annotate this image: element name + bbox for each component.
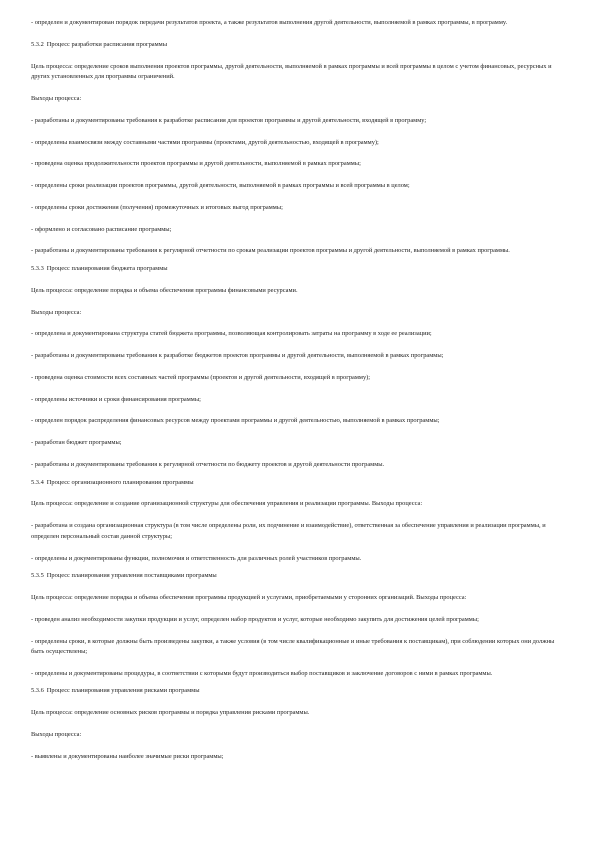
paragraph: Цель процесса: определение и создание организационной структуры для обеспечения управления и реализации программы. Выходы процесса: [31,500,423,508]
document-page [31,18,563,774]
section-title: Процесс планирования управления поставщиками программы [46,572,217,580]
paragraph: - определен порядок распределения финансовых ресурсов между проектами программы и другой деятельностью, выполняемой в рамках программы; [31,417,440,425]
paragraph: - разработаны и документированы требования к регулярной отчетности по бюджету проектов и другой деятельности программы. [31,461,385,469]
paragraph: - оформлено и согласовано расписание программы; [31,225,172,233]
paragraph: Цель процесса: определение основных рисков программы и порядка управления рисками программы. [31,709,310,717]
section-heading [31,264,563,275]
paragraph: - разработан бюджет программы; [31,439,122,447]
section-heading [31,686,563,697]
paragraph: - разработаны и документированы требования к разработке бюджетов проектов программы и другой деятельности, выполняемой в рамках программы; [31,352,444,360]
paragraph: - определены и документированы функции, полномочия и ответственность для различных ролей участников программы. [31,554,362,562]
paragraph: - определена и документирована структура статей бюджета программы, позволяющая контролировать затраты на программу в ходе ее реализации; [31,330,432,338]
paragraph: - определены сроки, в которые должны быть произведены закупки, а также условия (в том числе квалификационные и иные требования к поставщикам), при соблюдении которых они должны быть осуществлены; [31,637,555,656]
paragraph: - определены сроки реализации проектов программы, другой деятельности, выполняемой в рамках программы и всей программы в целом; [31,182,410,190]
section-title: Процесс разработки расписания программы [46,40,168,48]
section-heading [31,478,563,489]
section-title: Процесс организационного планирования программы [46,478,194,486]
paragraph: - определены и документированы процедуры, в соответствии с которыми будут производиться выбор поставщиков и заключение договоров с ними в рамках программы. [31,669,493,677]
section-heading [31,571,563,582]
paragraph: Выходы процесса: [31,731,82,739]
section-title: Процесс планирования бюджета программы [46,265,168,272]
paragraph: - разработаны и документированы требования к регулярной отчетности по срокам реализации проектов программы и другой деятельности, выполняемой в рамках программы. [31,247,510,255]
paragraph: - проведена оценка продолжительности проектов программы и другой деятельности, выполняемой в рамках программы; [31,160,361,168]
paragraph: - разработана и создана организационная структура (в том числе определены роли, их подчинение и взаимодействие), ответственная за обеспечение управления и реализации программы, и определен персональный состав данной структуры; [31,522,546,540]
paragraph: Выходы процесса: [31,94,82,102]
paragraph: Цель процесса: определение порядка и объема обеспечения программы продукцией и услугами, приобретаемыми у сторонних организаций. Выходы процесса: [31,593,467,601]
paragraph: - определен и документирован порядок передачи результатов проекта, а также результатов выполнения другой деятельности, выполняемой в рамках программы, в программу. [31,19,508,26]
section-title: Процесс планирования управления рисками программы [46,687,200,695]
section-number: 5.3.4 [31,478,44,486]
paragraph: Цель процесса: определение порядка и объема обеспечения программы финансовыми ресурсами. [31,286,298,294]
paragraph: - определены взаимосвязи между составными частями программы (проектами, другой деятельностью, входящей в программу); [31,138,379,146]
section-number: 5.3.6 [31,687,44,695]
section-number: 5.3.5 [31,572,44,580]
paragraph: Цель процесса: определение сроков выполнения проектов программы, другой деятельности, выполняемой в рамках программы и всей программы в целом с учетом финансовых, ресурсных и других установленных для программы ограничений. [31,62,552,81]
section-number: 5.3.2 [31,40,44,48]
paragraph: - проведен анализ необходимости закупки продукции и услуг, определен набор продуктов и услуг, которые необходимо закупить для достижения целей программы; [31,615,479,623]
section-heading [31,40,563,51]
section-number: 5.3.3 [31,265,44,272]
paragraph: Выходы процесса: [31,308,82,316]
paragraph: - проведена оценка стоимости всех составных частей программы (проектов и другой деятельности, входящей в программу); [31,373,371,381]
paragraph: - определены сроки достижения (получения) промежуточных и итоговых выгод программы; [31,203,283,211]
paragraph: - выявлены и документированы наиболее значимые риски программы; [31,752,224,760]
paragraph: - разработаны и документированы требования к разработке расписания для проектов программы и другой деятельности, входящей в программу; [31,116,427,124]
paragraph: - определены источники и сроки финансирования программы; [31,395,201,403]
